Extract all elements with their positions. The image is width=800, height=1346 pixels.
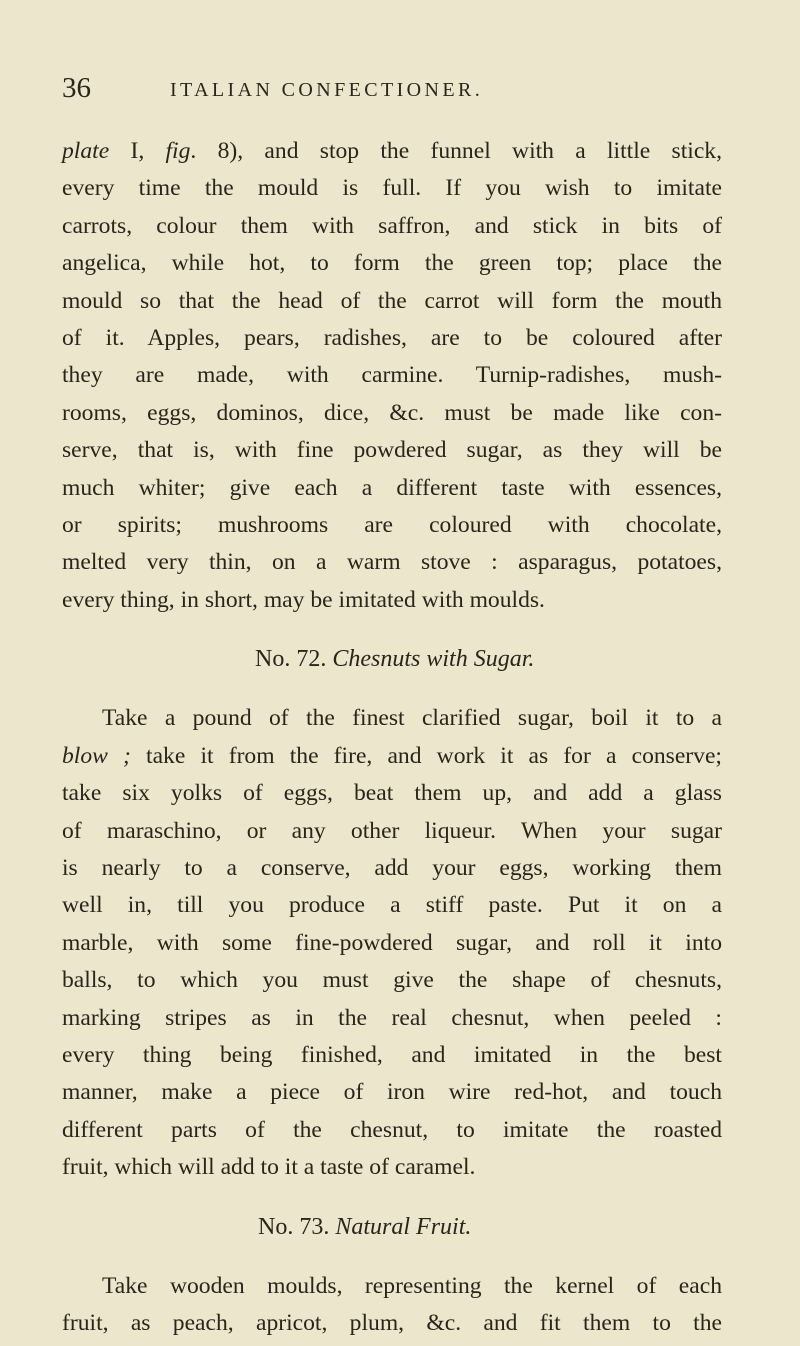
text-span: Take a pound of the finest clarified sugar, boil it to a — [102, 705, 722, 732]
section-heading-73 — [62, 1209, 722, 1246]
section-title: Chesnuts with Sugar. — [332, 646, 535, 673]
text-line: carrots, colour them with saffron, and stick in bits of — [62, 212, 722, 239]
section-number: No. 73. — [258, 1213, 330, 1240]
text-line: every thing being finished, and imitated in the best — [62, 1041, 722, 1068]
running-title: ITALIAN CONFECTIONER. — [170, 79, 484, 101]
text-line: rooms, eggs, dominos, dice, &c. must be made like con- — [62, 399, 722, 426]
text-line: fruit, as peach, apricot, plum, &c. and fit them to the — [62, 1310, 722, 1337]
text-line: angelica, while hot, to form the green top; place the — [62, 250, 722, 277]
text-line: balls, to which you must give the shape of chesnuts, — [62, 967, 722, 994]
section-heading-72 — [62, 641, 722, 678]
text-line: fruit, which will add to it a taste of caramel. — [62, 1154, 476, 1181]
text-line — [62, 700, 722, 737]
section-title: Natural Fruit. — [335, 1213, 472, 1240]
text-line: every thing, in short, may be imitated with moulds. — [62, 586, 545, 613]
paragraph-continuation — [62, 133, 722, 619]
italic-word-plate: plate — [62, 138, 110, 164]
text-line: marble, with some fine-powdered sugar, and roll it into — [62, 929, 722, 956]
text-line: Take wooden moulds, representing the kernel of each — [102, 1272, 722, 1299]
body-text — [62, 133, 722, 1343]
text-line: manner, make a piece of iron wire red-hot, and touch — [62, 1079, 722, 1106]
text-line: of maraschino, or any other liqueur. When your sugar — [62, 817, 722, 844]
page-header — [62, 68, 722, 108]
page-number: 36 — [62, 72, 91, 104]
text-span: . 8), and stop the funnel with a little stick, — [190, 138, 722, 164]
text-line: they are made, with carmine. Turnip-radishes, mush- — [62, 362, 722, 389]
paragraph-chesnuts — [62, 700, 722, 1186]
text-line: serve, that is, with fine powdered sugar, as they will be — [62, 437, 722, 464]
text-line: is nearly to a conserve, add your eggs, working them — [62, 855, 722, 882]
text-span: I, — [109, 138, 166, 164]
text-span: take it from the fire, and work it as for a conserve; — [130, 742, 722, 769]
text-line: every time the mould is full. If you wish to imitate — [62, 175, 722, 202]
text-line — [62, 133, 722, 170]
text-line: much whiter; give each a different taste with essences, — [62, 474, 722, 501]
text-line: well in, till you produce a stiff paste. Put it on a — [62, 892, 722, 919]
text-line: of it. Apples, pears, radishes, are to be coloured after — [62, 324, 722, 351]
text-line: take six yolks of eggs, beat them up, and add a glass — [62, 780, 722, 807]
paragraph-natural-fruit — [62, 1268, 722, 1343]
text-line — [62, 738, 722, 775]
text-line: or spirits; mushrooms are coloured with chocolate, — [62, 511, 722, 538]
italic-word-fig: fig — [165, 138, 191, 164]
section-number: No. 72. — [255, 646, 327, 673]
text-line: mould so that the head of the carrot will form the mouth — [62, 287, 722, 314]
italic-word-blow: blow ; — [62, 742, 131, 769]
text-line: different parts of the chesnut, to imitate the roasted — [62, 1116, 722, 1143]
text-line: melted very thin, on a warm stove : asparagus, potatoes, — [62, 549, 722, 576]
text-line: marking stripes as in the real chesnut, when peeled : — [62, 1004, 722, 1031]
